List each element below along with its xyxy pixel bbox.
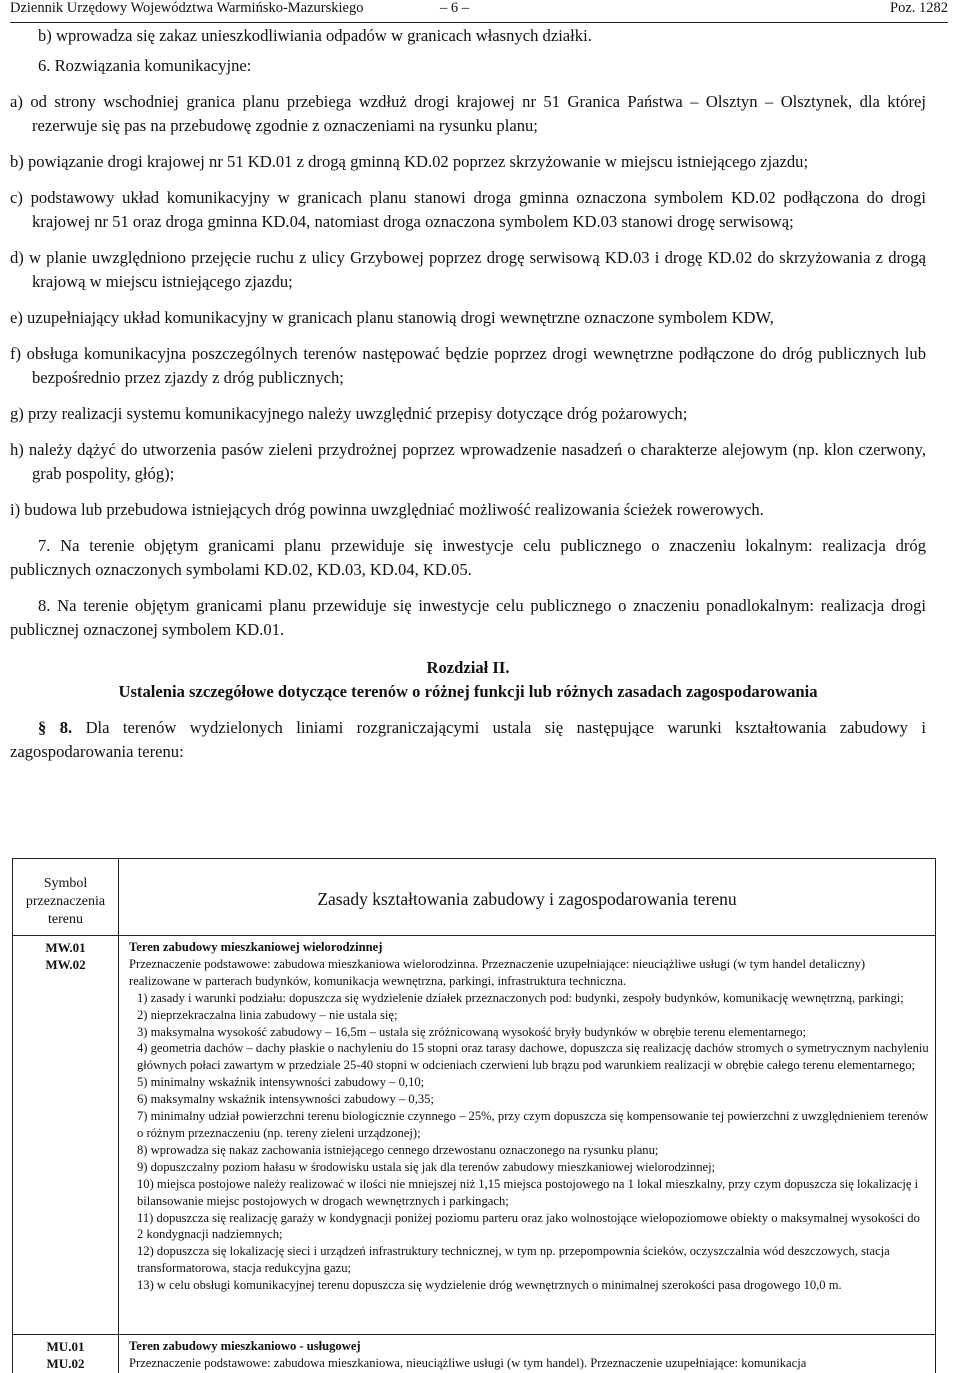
- rule-line: Przeznaczenie podstawowe: zabudowa mieszkaniowa, nieuciążliwe usługi (w tym handel). Przeznaczenie uzupełniające: komunikacja: [129, 1355, 807, 1370]
- paragraph-6-heading: 6. Rozwiązania komunikacyjne:: [38, 56, 252, 75]
- paragraph-7: 7. Na terenie objętym granicami planu przewiduje się inwestycje celu publicznego o znaczeniu lokalnym: realizacja dróg publicznych oznaczonych symbolami KD.02, KD.03, KD.04, KD.05.: [10, 536, 926, 579]
- header-divider: [13, 935, 935, 936]
- list-item-c: c) podstawowy układ komunikacyjny w granicach planu stanowi droga gminna oznaczona symbolem KD.02 podłączona do drogi krajowej nr 51 oraz droga gminna KD.04, natomiast droga oznaczona symbolem KD.03 stanowi drogę serwisową;: [10, 188, 926, 231]
- paragraph-8: 8. Na terenie objętym granicami planu przewiduje się inwestycje celu publicznego o znaczeniu ponadlokalnym: realizacja drogi publicznej oznaczonej symbolem KD.01.: [10, 596, 926, 639]
- list-item-b: b) powiązanie drogi krajowej nr 51 KD.01 z drogą gminną KD.02 poprzez skrzyżowanie w miejscu istniejącego zjazdu;: [10, 152, 809, 171]
- row-title-mu: Teren zabudowy mieszkaniowo - usługowej: [129, 1339, 361, 1353]
- position-number: Poz. 1282: [890, 0, 948, 16]
- section-8: [10, 716, 926, 764]
- paragraph-b-waste: b) wprowadza się zakaz unieszkodliwiania odpadów w granicach własnych działki.: [38, 26, 592, 45]
- rule-line: 4) geometria dachów – dachy płaskie o nachyleniu do 15 stopni oraz tarasy dachowe, dopuszcza się realizację dachów stromych o symetrycznym nachyleniu głównych połaci zawartym w przedziale 25-40 stopni w odcieniach czerwieni lub brązu pod warunkiem realizacji w obrębie całego terenu elementarnego;: [137, 1041, 929, 1073]
- list-item-i: i) budowa lub przebudowa istniejących dróg powinna uwzględniać możliwość realizowania ścieżek rowerowych.: [10, 500, 764, 519]
- row-divider: [13, 1334, 935, 1335]
- rule-line: Przeznaczenie podstawowe: zabudowa mieszkaniowa wielorodzinna. Przeznaczenie uzupełniające: nieuciążliwe usługi (w tym handel detaliczny) realizowane w parterach budynków, komunikacja wewnętrzna, parkingi, infrastruktura techniczna.: [129, 956, 866, 988]
- rule-line: 12) dopuszcza się lokalizację sieci i urządzeń infrastruktury technicznej, w tym np. przepompownia ścieków, oczyszczalnia wód deszczowych, stacja transformatorowa, stacja redukcyjna gazu;: [137, 1244, 890, 1276]
- row-rules-mw: [129, 939, 929, 1294]
- symbol-mu02: MU.02: [46, 1356, 85, 1371]
- column-header-rules: Zasady kształtowania zabudowy i zagospodarowania terenu: [317, 889, 737, 909]
- zoning-table: [12, 858, 936, 1373]
- list-item-f: f) obsługa komunikacyjna poszczególnych terenów następować będzie poprzez drogi wewnętrzne podłączone do dróg publicznych lub bezpośrednio przez zjazdy z dróg publicznych;: [10, 344, 926, 387]
- symbol-mu01: MU.01: [46, 1339, 85, 1354]
- rule-line: 8) wprowadza się nakaz zachowania istniejącego cennego drzewostanu oznaczonego na rysunku planu;: [137, 1142, 659, 1157]
- rule-line: 1) zasady i warunki podziału: dopuszcza się wydzielenie działek przeznaczonych pod: budynki, zespoły budynków, komunikację wewnętrzną, parkingi;: [137, 990, 904, 1005]
- column-divider: [118, 859, 119, 1373]
- section-mark: § 8.: [38, 718, 73, 737]
- list-item-g: g) przy realizacji systemu komunikacyjnego należy uwzględnić przepisy dotyczące dróg pożarowych;: [10, 404, 688, 423]
- rule-line: 6) maksymalny wskaźnik intensywności zabudowy – 0,35;: [137, 1092, 434, 1107]
- rule-line: 10) miejsca postojowe należy realizować w ilości nie mniejszej niż 1,15 miejsca postojowego na 1 lokal mieszkalny, przy czym dopuszcza się lokalizację i bilansowanie miejsc postojowych w drogach wewnętrznych i parkingach;: [137, 1176, 919, 1208]
- document-body: [10, 24, 926, 764]
- chapter-subtitle: Ustalenia szczegółowe dotyczące terenów o różnej funkcji lub różnych zasadach zagospodarowania: [118, 682, 818, 701]
- row-symbols-mw: [13, 939, 118, 973]
- column-header-symbol: Symbol przeznaczenia terenu: [25, 876, 106, 927]
- section-text: Dla terenów wydzielonych liniami rozgraniczającymi ustala się następujące warunki kształtowania zabudowy i zagospodarowania terenu:: [10, 718, 927, 761]
- rule-line: 2) nieprzekraczalna linia zabudowy – nie ustala się;: [137, 1007, 398, 1022]
- symbol-mw01: MW.01: [45, 940, 86, 955]
- row-rules-mu: [129, 1338, 929, 1372]
- row-title-mw: Teren zabudowy mieszkaniowej wielorodzinnej: [129, 940, 383, 954]
- rule-line: 13) w celu obsługi komunikacyjnej terenu dopuszcza się wydzielenie dróg wewnętrznych o minimalnej szerokości pasa drogowego 10,0 m.: [137, 1278, 842, 1293]
- page-header: [10, 0, 948, 23]
- journal-title: Dziennik Urzędowy Województwa Warmińsko-Mazurskiego: [10, 0, 364, 16]
- rule-line: 11) dopuszcza się realizację garaży w kondygnacji poniżej poziomu parteru oraz jako wolnostojące wielopoziomowe obiekty o maksymalnej wysokości do 2 kondygnacji nadziemnych;: [137, 1210, 920, 1242]
- list-item-h: h) należy dążyć do utworzenia pasów zieleni przydrożnej poprzez wprowadzenie nasadzeń o charakterze alejowym (np. klon czerwony, grab pospolity, głóg);: [10, 440, 926, 483]
- list-item-a: a) od strony wschodniej granica planu przebiega wzdłuż drogi krajowej nr 51 Granica Państwa – Olsztyn – Olsztynek, dla której rezerwuje się pas na przebudowę zgodnie z oznaczeniami na rysunku planu;: [10, 92, 926, 135]
- rule-line: 5) minimalny wskaźnik intensywności zabudowy – 0,10;: [137, 1075, 425, 1090]
- list-item-e: e) uzupełniający układ komunikacyjny w granicach planu stanowią drogi wewnętrzne oznaczone symbolem KDW,: [10, 308, 774, 327]
- row-symbols-mu: [13, 1338, 118, 1372]
- rule-line: 7) minimalny udział powierzchni terenu biologicznie czynnego – 25%, przy czym dopuszcza się kompensowanie tej powierzchni z uwzględnieniem terenów o różnym przeznaczeniu (np. tereny zieleni urządzonej);: [137, 1109, 929, 1140]
- rule-line: 9) dopuszczalny poziom hałasu w środowisku ustala się jak dla terenów zabudowy mieszkaniowej wielorodzinnej;: [137, 1159, 716, 1174]
- symbol-mw02: MW.02: [45, 957, 86, 972]
- list-item-d: d) w planie uwzględniono przejęcie ruchu z ulicy Grzybowej poprzez drogę serwisową KD.03 i drogę KD.02 do skrzyżowania z drogą krajową w miejscu istniejącego zjazdu;: [10, 248, 926, 291]
- page-number: – 6 –: [440, 0, 469, 16]
- rule-line: 3) maksymalna wysokość zabudowy – 16,5m – ustala się zróżnicowaną wysokość bryły budynków w obrębie terenu elementarnego;: [137, 1024, 807, 1039]
- chapter-title: Rozdział II.: [426, 658, 510, 677]
